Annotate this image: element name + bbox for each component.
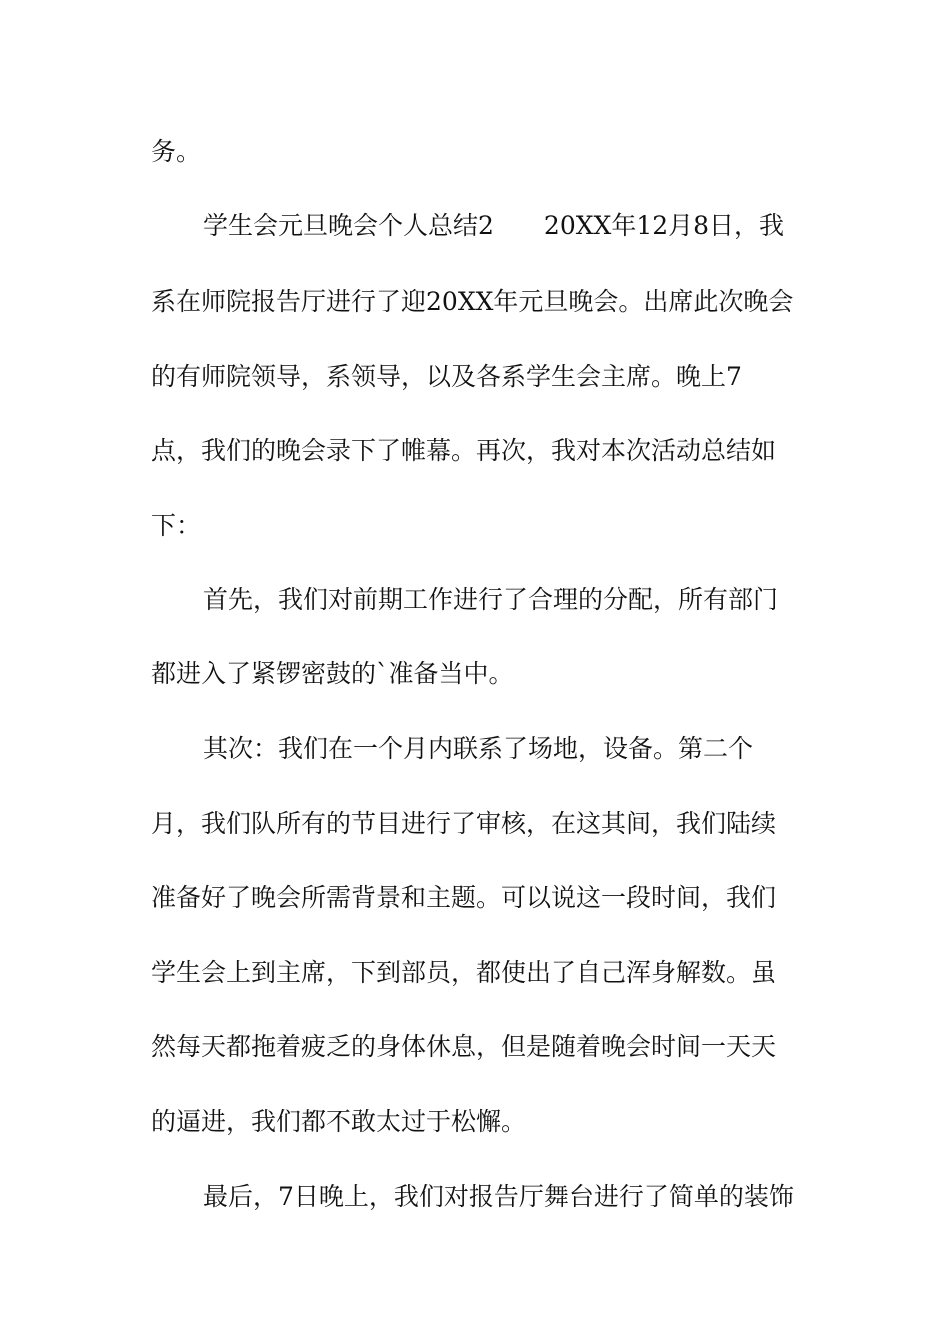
paragraph-start-line: 学生会元旦晚会个人总结2 20XX年12月8日，我	[203, 211, 785, 240]
text-line: 学生会上到主席，下到部员，都使出了自己浑身解数。虽	[151, 958, 777, 987]
text-line: 的有师院领导，系领导，以及各系学生会主席。晚上7	[151, 362, 742, 391]
text-line: 下：	[151, 511, 202, 540]
text-line: 的逼进，我们都不敢太过于松懈。	[151, 1107, 527, 1136]
text-line: 务。	[151, 137, 202, 166]
text-line: 系在师院报告厅进行了迎20XX年元旦晚会。出席此次晚会	[151, 287, 794, 316]
text-line: 点，我们的晚会录下了帷幕。再次，我对本次活动总结如	[151, 436, 777, 465]
text-line: 准备好了晚会所需背景和主题。可以说这一段时间，我们	[151, 883, 777, 912]
text-line: 然每天都拖着疲乏的身体休息，但是随着晚会时间一天天	[151, 1032, 777, 1061]
text-line: 月，我们队所有的节目进行了审核，在这其间，我们陆续	[151, 809, 777, 838]
text-line: 都进入了紧锣密鼓的`准备当中。	[151, 659, 514, 688]
paragraph-start-line: 首先，我们对前期工作进行了合理的分配，所有部门	[203, 585, 779, 614]
paragraph-start-line: 最后，7日晚上，我们对报告厅舞台进行了简单的装饰	[203, 1182, 794, 1211]
paragraph-start-line: 其次：我们在一个月内联系了场地，设备。第二个	[203, 734, 754, 763]
